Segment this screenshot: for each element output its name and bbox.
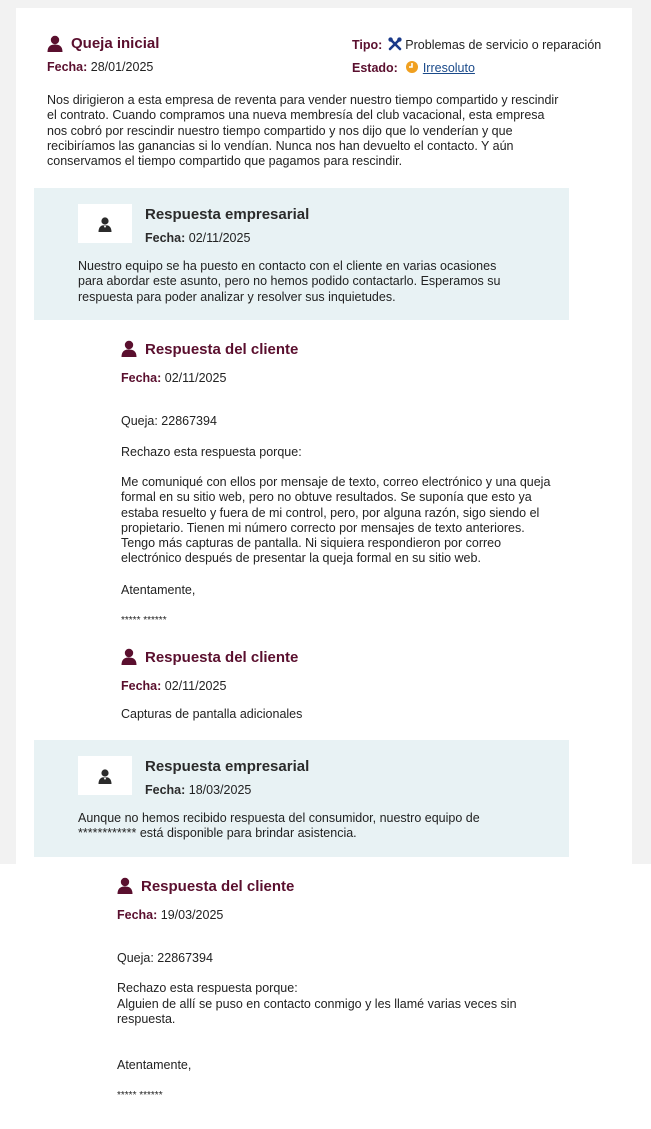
customer-response-body: Me comuniqué con ellos por mensaje de texto, correo electrónico y una queja formal en su sitio web, pero no obtuve resultados. Se suponía que esto ya estaba resuelto y fuera de mi control, pero, por alguna razón, sigo siendo el propietario. Tienen mi número correcto por mensajes de texto anteriores. Tengo más capturas de pantalla. Ni siquiera respondieron por correo electrónico después de presentar la queja formal en su sitio web. — [121, 475, 551, 566]
business-logo — [78, 204, 132, 243]
signature: ***** ****** — [121, 615, 167, 626]
date-value: 02/11/2025 — [164, 679, 227, 693]
customer-response-title: Respuesta del cliente — [145, 341, 299, 358]
customer-response-body: Alguien de allí se puso en contacto conmigo y les llamé varias veces sin respuesta. — [117, 997, 517, 1027]
date-value: 02/11/2025 — [188, 231, 251, 245]
date-label: Fecha: — [145, 783, 186, 797]
customer-response-date — [117, 908, 223, 923]
date-label: Fecha: — [121, 679, 162, 693]
type-label: Tipo: — [352, 38, 383, 52]
date-label: Fecha: — [121, 371, 162, 385]
user-icon — [121, 648, 137, 665]
initial-complaint-title: Queja inicial — [71, 35, 160, 52]
business-response-panel — [34, 188, 569, 320]
signature: ***** ****** — [117, 1090, 163, 1101]
date-value: 02/11/2025 — [164, 371, 227, 385]
lower-section — [0, 864, 651, 1129]
complaint-card — [16, 8, 632, 864]
customer-response-date — [121, 371, 226, 386]
tools-icon — [388, 37, 402, 51]
business-response-date — [145, 231, 250, 246]
rejection-intro: Rechazo esta respuesta porque: — [117, 981, 298, 995]
date-label: Fecha: — [47, 60, 88, 74]
status-unresolved-icon — [405, 60, 419, 74]
complaint-status — [352, 60, 475, 76]
complaint-number: Queja: 22867394 — [117, 951, 213, 965]
closing: Atentamente, — [117, 1058, 192, 1072]
business-response-body: Aunque no hemos recibido respuesta del consumidor, nuestro equipo de ************ está disponible para brindar asistencia. — [78, 811, 480, 841]
rejection-intro: Rechazo esta respuesta porque: — [121, 445, 302, 459]
status-label: Estado: — [352, 61, 398, 75]
initial-complaint-body: Nos dirigieron a esta empresa de reventa para vender nuestro tiempo compartido y rescindir el contrato. Cuando compramos una nueva membresía del club vacacional, esta empresa nos cobró por rescindir nuestro tiempo compartido y nos dijo que lo venderían y que recibiríamos las ganancias si lo vendían. Nunca nos han devuelto el contacto. Y aún conservamos el tiempo compartido que pagamos para rescindir. — [47, 93, 559, 169]
customer-response-title: Respuesta del cliente — [141, 878, 295, 895]
closing: Atentamente, — [121, 583, 196, 597]
business-response-date — [145, 783, 251, 798]
type-value: Problemas de servicio o reparación — [405, 38, 602, 52]
customer-response-body: Capturas de pantalla adicionales — [121, 707, 303, 721]
complaint-number: Queja: 22867394 — [121, 414, 217, 428]
status-link[interactable]: Irresoluto — [422, 61, 475, 75]
user-icon — [121, 340, 137, 357]
user-icon — [117, 877, 133, 894]
date-value: 19/03/2025 — [160, 908, 224, 922]
date-label: Fecha: — [145, 231, 186, 245]
business-response-body: Nuestro equipo se ha puesto en contacto con el cliente en varias ocasiones para abordar este asunto, pero no hemos podido contactarlo. Esperamos su respuesta para poder analizar y resolver sus inquietudes. — [78, 259, 501, 304]
business-response-panel — [34, 740, 569, 857]
customer-response-date — [121, 679, 226, 694]
date-value: 28/01/2025 — [90, 60, 154, 74]
complaint-type — [352, 37, 601, 53]
business-response-title: Respuesta empresarial — [145, 758, 310, 775]
initial-date — [47, 60, 153, 75]
customer-response-title: Respuesta del cliente — [145, 649, 299, 666]
user-icon — [47, 35, 63, 52]
date-value: 18/03/2025 — [188, 783, 252, 797]
business-response-title: Respuesta empresarial — [145, 206, 310, 223]
business-person-icon — [97, 768, 113, 784]
business-logo — [78, 756, 132, 795]
date-label: Fecha: — [117, 908, 158, 922]
business-person-icon — [97, 216, 113, 232]
